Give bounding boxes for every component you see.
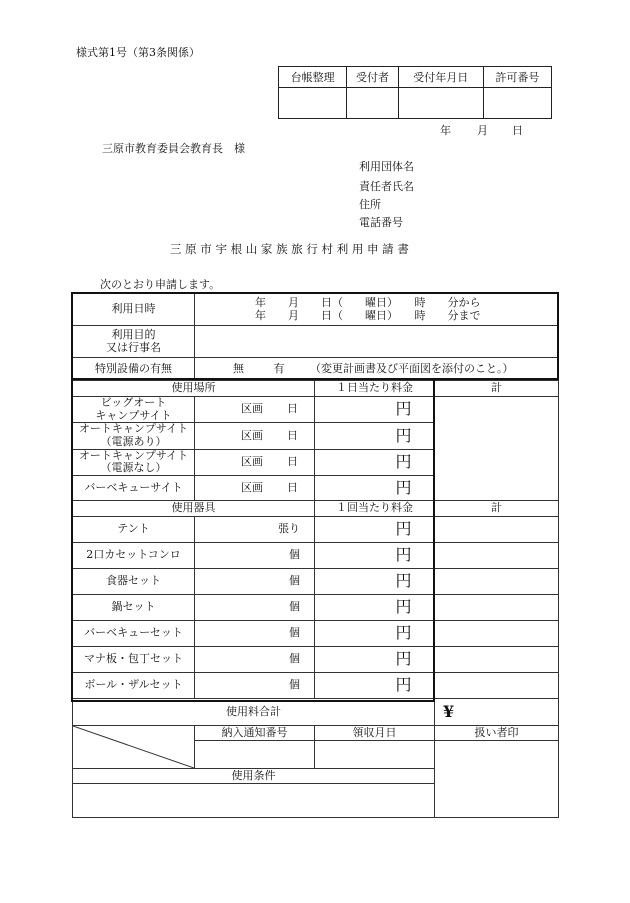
yen-label: 円 [395, 649, 412, 669]
place-name-line2: （電源なし） [100, 461, 167, 475]
tool-fee-field[interactable] [315, 516, 435, 542]
tool-name: 食器セット [73, 568, 195, 594]
tool-name: ボール・ザルセット [73, 672, 195, 698]
form-number: 様式第1号（第3条関係） [76, 46, 200, 59]
admin-col-permit-no: 許可番号 [483, 67, 551, 88]
place-name: バーベキューサイト [73, 475, 195, 500]
equipment-none-option[interactable]: 無 [233, 361, 244, 375]
tool-qty-field[interactable] [195, 594, 315, 620]
grand-total-label: 使用料合計 [73, 698, 435, 725]
notice-no-header: 納入通知番号 [195, 725, 315, 740]
yen-label: 円 [395, 519, 412, 539]
tool-fee-field[interactable] [315, 594, 435, 620]
tool-row [73, 516, 559, 542]
addressee: 三原市教育委員会教育長 様 [102, 142, 245, 155]
place-unit-section: 区画 [241, 428, 263, 442]
yen-label: 円 [395, 545, 412, 565]
tool-total-field[interactable] [435, 672, 559, 698]
purpose-label-line2: 又は行事名 [106, 340, 161, 354]
usage-date-label: 利用日時 [73, 294, 195, 326]
place-unit-section: 区画 [241, 480, 263, 494]
tool-row [73, 568, 559, 594]
receipt-date-header: 領収月日 [315, 725, 435, 740]
places-fee-header: １日当たり料金 [315, 381, 435, 397]
yen-symbol: ¥ [443, 701, 455, 721]
admin-box [278, 66, 552, 119]
conditions-header: 使用条件 [73, 768, 435, 783]
place-name-line2: キャンプサイト [95, 408, 172, 422]
tool-total-field[interactable] [435, 516, 559, 542]
tool-unit: 個 [289, 600, 300, 614]
place-qty-field[interactable] [195, 449, 315, 475]
tool-fee-field[interactable] [315, 646, 435, 672]
applicant-manager-label: 責任者氏名 [359, 180, 414, 193]
grand-total-field[interactable] [435, 698, 559, 725]
applicant-address-label: 住所 [359, 198, 381, 211]
place-unit-section: 区画 [241, 402, 263, 416]
place-unit-section: 区画 [241, 454, 263, 468]
tools-fee-header: １回当たり料金 [315, 500, 435, 516]
place-fee-field[interactable] [315, 475, 435, 500]
usage-date-from: 年 月 日（ 曜日） 時 分から [255, 295, 481, 309]
tool-name: マナ板・包丁セット [73, 646, 195, 672]
yen-label: 円 [395, 571, 412, 591]
admin-col-ledger: 台帳整理 [279, 67, 347, 88]
admin-col-receiver: 受付者 [347, 67, 399, 88]
intro-text: 次のとおり申請します。 [100, 278, 221, 291]
admin-col-receipt-date: 受付年月日 [398, 67, 483, 88]
tool-fee-field[interactable] [315, 542, 435, 568]
place-unit-day: 日 [287, 480, 298, 494]
tool-qty-field[interactable] [195, 568, 315, 594]
date-month: 月 [477, 124, 488, 137]
tool-unit: 個 [289, 626, 300, 640]
tool-name: テント [73, 516, 195, 542]
usage-date-field[interactable] [195, 294, 559, 326]
purpose-field[interactable] [195, 326, 559, 358]
places-header: 使用場所 [73, 381, 315, 397]
place-unit-day: 日 [287, 454, 298, 468]
place-name [73, 423, 195, 449]
tool-fee-field[interactable] [315, 672, 435, 698]
yen-label: 円 [395, 477, 412, 497]
place-qty-field[interactable] [195, 397, 315, 423]
admin-receiver-field[interactable] [347, 88, 399, 119]
admin-receipt-date-field[interactable] [398, 88, 483, 119]
places-total-header: 計 [435, 381, 559, 397]
handler-seal-header: 扱い者印 [435, 725, 559, 740]
tool-name: バーベキューセット [73, 620, 195, 646]
date-day: 日 [512, 124, 523, 137]
place-unit-day: 日 [287, 402, 298, 416]
place-fee-field[interactable] [315, 397, 435, 423]
equipment-field[interactable] [195, 358, 559, 381]
tool-unit: 個 [289, 548, 300, 562]
applicant-phone-label: 電話番号 [359, 216, 403, 229]
tool-total-field[interactable] [435, 568, 559, 594]
tool-fee-field[interactable] [315, 620, 435, 646]
conditions-field[interactable] [73, 783, 435, 817]
tool-total-field[interactable] [435, 594, 559, 620]
tool-row [73, 646, 559, 672]
tool-row [73, 542, 559, 568]
place-name-line1: ビッグオート [100, 396, 167, 409]
application-form [72, 293, 559, 818]
tool-qty-field[interactable] [195, 542, 315, 568]
applicant-org-label: 利用団体名 [359, 160, 414, 173]
date-year: 年 [440, 124, 451, 137]
yen-label: 円 [395, 452, 412, 471]
place-unit-day: 日 [287, 428, 298, 442]
tool-unit: 張り [278, 522, 300, 536]
usage-date-to: 年 月 日（ 曜日） 時 分まで [255, 308, 481, 322]
purpose-label-line1: 利用目的 [111, 327, 156, 341]
receipt-date-field[interactable] [315, 740, 435, 768]
tool-qty-field[interactable] [195, 620, 315, 646]
admin-permit-no-field[interactable] [483, 88, 551, 119]
place-row [73, 397, 559, 423]
diagonal-line [73, 726, 194, 768]
place-qty-field[interactable] [195, 475, 315, 500]
tool-row [73, 594, 559, 620]
tool-unit: 個 [289, 574, 300, 588]
yen-label: 円 [395, 425, 412, 445]
equipment-note: （変更計画書及び平面図を添付のこと。） [310, 361, 514, 375]
tool-name: 2口カセットコンロ [73, 542, 195, 568]
tool-total-field[interactable] [435, 542, 559, 568]
purpose-label [73, 326, 195, 358]
tool-qty-field[interactable] [195, 672, 315, 698]
tool-row [73, 620, 559, 646]
places-total-field[interactable] [435, 397, 559, 501]
place-name [73, 397, 195, 423]
yen-label: 円 [395, 399, 412, 419]
admin-ledger-field[interactable] [279, 88, 347, 119]
tool-qty-field[interactable] [195, 646, 315, 672]
tool-total-field[interactable] [435, 620, 559, 646]
tool-qty-field[interactable] [195, 516, 315, 542]
place-name-line1: オートキャンプサイト [78, 422, 189, 436]
place-fee-field[interactable] [315, 423, 435, 449]
place-name-line1: オートキャンプサイト [78, 448, 189, 462]
tool-unit: 個 [289, 652, 300, 666]
handler-seal-field[interactable] [435, 740, 559, 817]
tool-unit: 個 [289, 678, 300, 692]
place-qty-field[interactable] [195, 423, 315, 449]
tool-name: 鍋セット [73, 594, 195, 620]
tools-header: 使用器具 [73, 500, 315, 516]
diagonal-cell [73, 725, 195, 768]
notice-no-field[interactable] [195, 740, 315, 768]
yen-label: 円 [395, 597, 412, 617]
equipment-yes-option[interactable]: 有 [273, 361, 285, 375]
yen-label: 円 [395, 675, 412, 695]
tool-fee-field[interactable] [315, 568, 435, 594]
place-fee-field[interactable] [315, 449, 435, 475]
tool-total-field[interactable] [435, 646, 559, 672]
tools-total-header: 計 [435, 500, 559, 516]
place-name-line2: （電源あり） [100, 434, 167, 448]
yen-label: 円 [395, 623, 412, 643]
place-name [73, 449, 195, 475]
tool-row [73, 672, 559, 698]
page-title: 三 原 市 宇 根 山 家 族 旅 行 村 利 用 申 請 書 [170, 242, 409, 256]
equipment-label: 特別設備の有無 [73, 358, 195, 381]
